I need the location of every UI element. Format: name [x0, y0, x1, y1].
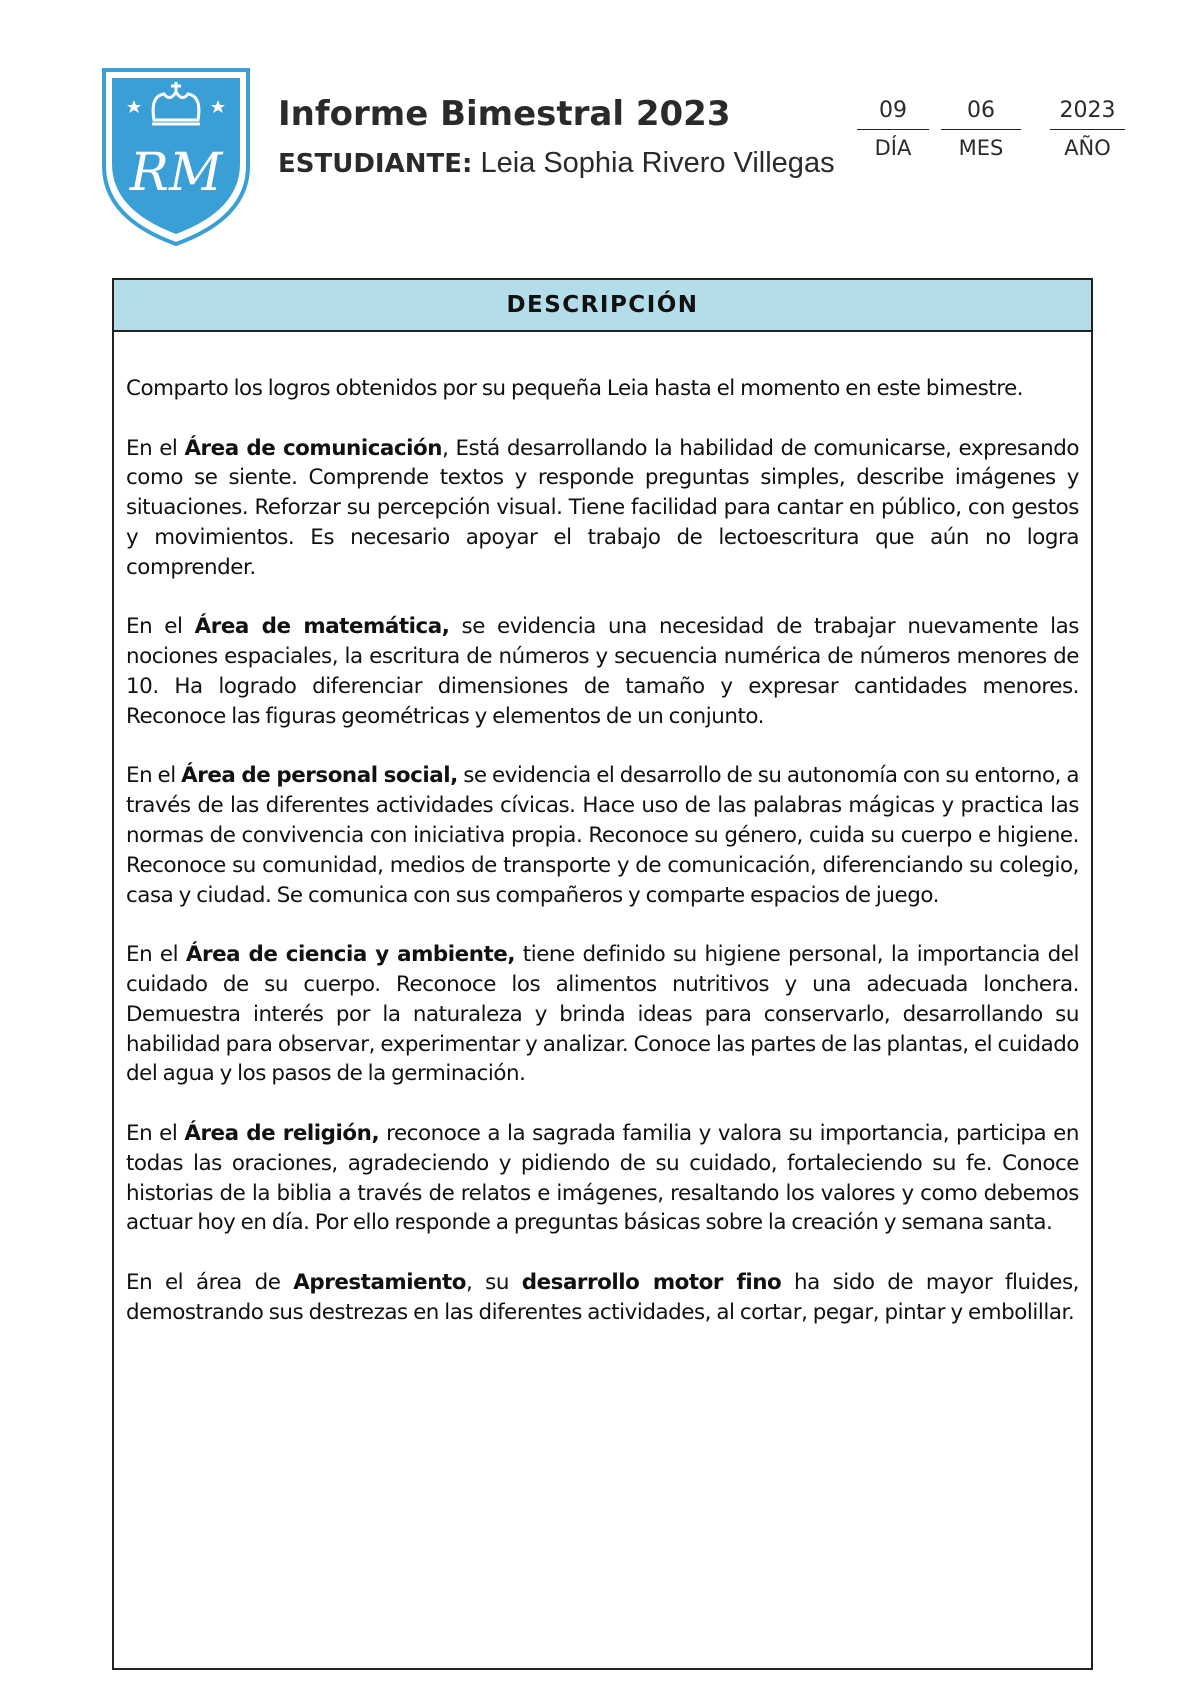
shield-crown-icon	[98, 58, 254, 248]
date-month	[941, 96, 1021, 160]
year-value: 2023	[1050, 96, 1125, 130]
month-label: MES	[958, 136, 1004, 160]
paragraph-religion: En el Área de religión, reconoce a la sagrada familia y valora su importancia, participa en todas las oraciones, agradeciendo y pidiendo de su cuidado, fortaleciendo su fe. Conoce historias de la biblia a través de relatos e imágenes, resaltando los valores y como debemos actuar hoy en día. Por ello responde a preguntas básicas sobre la creación y semana santa.	[126, 1120, 1079, 1236]
year-label: AÑO	[1064, 136, 1111, 160]
paragraph-ciencia-ambiente: En el Área de ciencia y ambiente, tiene definido su higiene personal, la importancia del cuidado de su cuerpo. Reconoce los alimentos nutritivos y una adecuada lonchera. Demuestra interés por la naturaleza y brinda ideas para conservarlo, desarrollando su habilidad para observar, experimentar y analizar. Conoce las partes de las plantas, el cuidado del agua y los pasos de la germinación.	[126, 942, 1079, 1087]
school-logo	[98, 58, 254, 248]
paragraph-aprestamiento: En el área de Aprestamiento, su desarrollo motor fino ha sido de mayor fluides, demostrando sus destrezas en las diferentes actividades, al cortar, pegar, pintar y embolillar.	[126, 1269, 1080, 1325]
description-body	[114, 332, 1091, 1328]
date-year	[1050, 96, 1125, 160]
student-label: ESTUDIANTE:	[278, 149, 473, 179]
day-value: 09	[857, 96, 929, 130]
description-box	[112, 278, 1093, 1670]
student-name: Leia Sophia Rivero Villegas	[480, 147, 835, 179]
paragraph-personal-social: En el Área de personal social, se evidencia el desarrollo de su autonomía con su entorno, a través de las diferentes actividades cívicas. Hace uso de las palabras mágicas y practica las normas de convivencia con iniciativa propia. Reconoce su género, cuida su cuerpo e higiene. Reconoce su comunidad, medios de transporte y de comunicación, diferenciando su colegio, casa y ciudad. Se comunica con sus compañeros y comparte espacios de juego.	[126, 763, 1080, 908]
date-day	[857, 96, 929, 160]
paragraph-comunicacion: En el Área de comunicación, Está desarrollando la habilidad de comunicarse, expresando como se siente. Comprende textos y responde preguntas simples, describe imágenes y situaciones. Reforzar su percepción visual. Tiene facilidad para cantar en público, con gestos y movimientos. Es necesario apoyar el trabajo de lectoescritura que aún no logra comprender.	[126, 435, 1080, 580]
svg-text:RM: RM	[129, 143, 223, 203]
report-title: Informe Bimestral 2023	[278, 94, 731, 134]
student-line	[278, 147, 835, 180]
description-heading: DESCRIPCIÓN	[114, 280, 1091, 332]
month-value: 06	[941, 96, 1021, 130]
paragraph-intro: Comparto los logros obtenidos por su pequeña Leia hasta el momento en este bimestre.	[126, 376, 1024, 401]
day-label: DÍA	[874, 136, 912, 160]
paragraph-matematica: En el Área de matemática, se evidencia una necesidad de trabajar nuevamente las nociones espaciales, la escritura de números y secuencia numérica de números menores de 10. Ha logrado diferenciar dimensiones de tamaño y expresar cantidades menores. Reconoce las figuras geométricas y elementos de un conjunto.	[126, 614, 1079, 729]
